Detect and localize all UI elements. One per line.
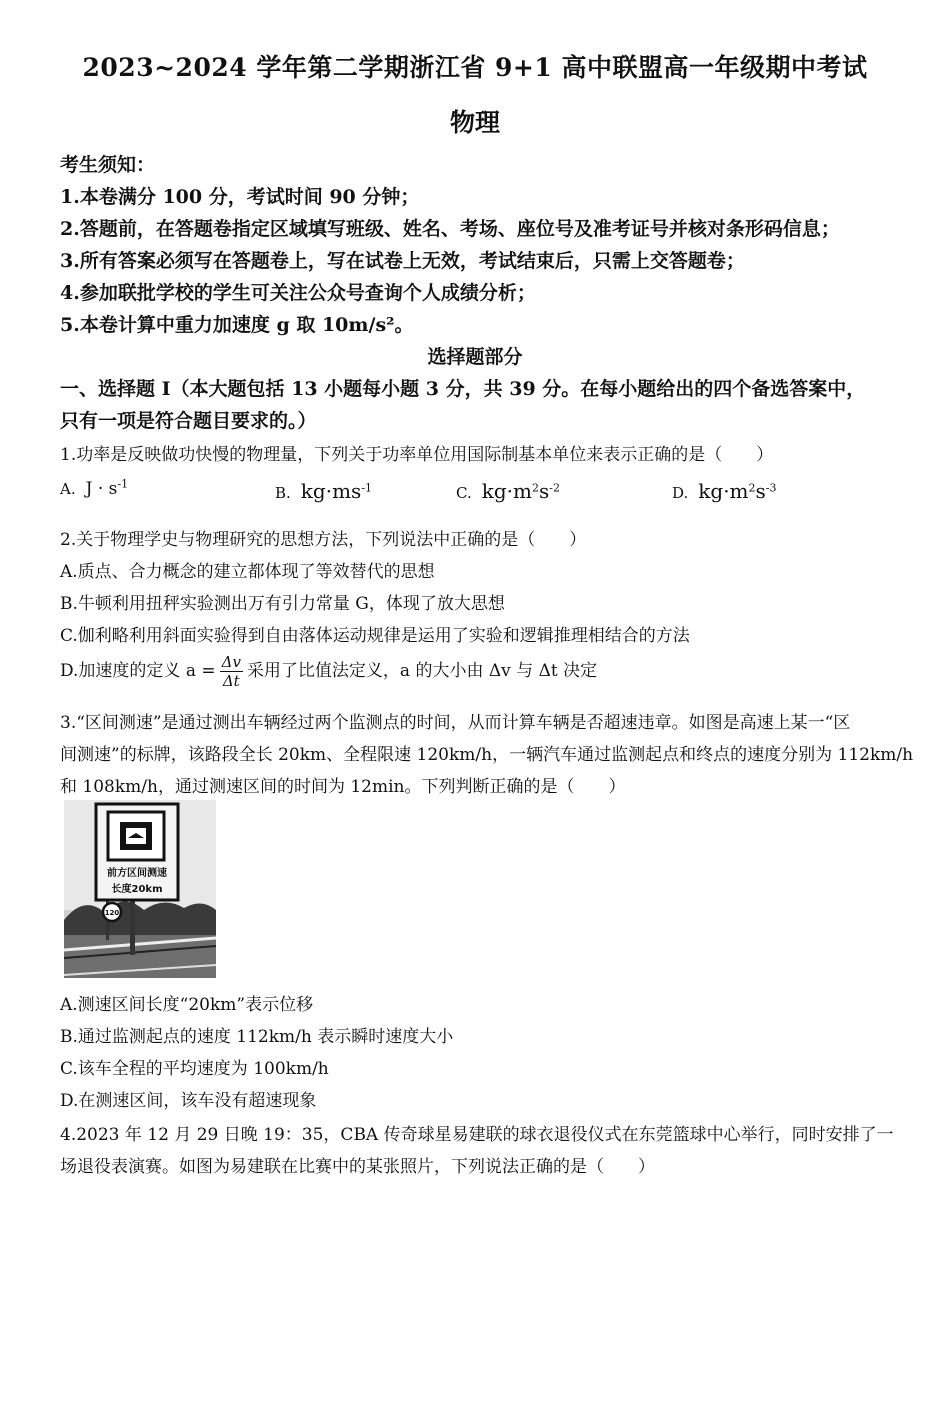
- q2-d-prefix: D.加速度的定义 a =: [60, 661, 216, 681]
- option-exponent: -1: [117, 477, 129, 491]
- q3-option-b: B.通过监测起点的速度 112km/h 表示瞬时速度大小: [60, 1027, 454, 1047]
- sign-text-line1: 前方区间测速: [107, 868, 167, 879]
- q3-option-d: D.在测速区间，该车没有超速现象: [60, 1091, 317, 1111]
- q2-option-c: C.伽利略利用斜面实验得到自由落体运动规律是运用了实验和逻辑推理相结合的方法: [60, 626, 690, 646]
- option-unit: J · s: [85, 479, 118, 499]
- option-label: C.: [456, 484, 472, 502]
- q1-option-a: [60, 479, 128, 499]
- q3-stem-line3: 和 108km/h，通过测速区间的时间为 12min。下列判断正确的是（ ）: [60, 777, 626, 797]
- option-unit: kg·m: [698, 479, 749, 503]
- speed-limit-value: 120: [104, 909, 120, 917]
- q1-option-c: [456, 479, 560, 503]
- speed-zone-sign-photo: [64, 800, 216, 978]
- q2-option-b: B.牛顿利用扭秤实验测出万有引力常量 G，体现了放大思想: [60, 594, 505, 614]
- option-exponent: 2: [748, 481, 756, 495]
- q2-d-suffix: 采用了比值法定义，a 的大小由 Δv 与 Δt 决定: [246, 661, 598, 681]
- q2-stem: 2.关于物理学史与物理研究的思想方法，下列说法中正确的是（ ）: [60, 530, 587, 550]
- option-label: B.: [275, 484, 291, 502]
- option-exponent: -1: [361, 481, 373, 495]
- fraction-numerator: Δv: [221, 653, 241, 671]
- option-exponent: -2: [549, 481, 560, 495]
- q1-option-d: [672, 479, 777, 503]
- q3-option-c: C.该车全程的平均速度为 100km/h: [60, 1059, 329, 1079]
- fraction-denominator: Δt: [222, 672, 240, 690]
- option-exponent: 2: [531, 481, 539, 495]
- acceleration-fraction: [220, 653, 243, 690]
- q4-stem-line2: 场退役表演赛。如图为易建联在比赛中的某张照片，下列说法正确的是（ ）: [60, 1157, 655, 1177]
- sign-text-line2: 长度20km: [111, 884, 163, 895]
- notice-heading: 考生须知：: [60, 154, 156, 176]
- q1-stem: 1.功率是反映做功快慢的物理量，下列关于功率单位用国际制基本单位来表示正确的是（ ）: [60, 445, 774, 465]
- part-instructions-line2: 只有一项是符合题目要求的。）: [60, 410, 317, 432]
- q3-stem-line2: 间测速”的标牌，该路段全长 20km、全程限速 120km/h，一辆汽车通过监测起点和终点的速度分别为 112km/h: [60, 745, 914, 765]
- subject-title: 物理: [449, 108, 500, 137]
- q2-option-a: A.质点、合力概念的建立都体现了等效替代的思想: [60, 562, 435, 582]
- exam-title: 2023~2024 学年第二学期浙江省 9+1 高中联盟高一年级期中考试: [82, 53, 868, 82]
- option-exponent: -3: [765, 481, 777, 495]
- q4-stem-line1: 4.2023 年 12 月 29 日晚 19：35，CBA 传奇球星易建联的球衣退役仪式在东莞篮球中心举行，同时安排了一: [60, 1125, 894, 1145]
- option-label: D.: [672, 484, 689, 502]
- q3-option-a: A.测速区间长度“20km”表示位移: [60, 995, 314, 1015]
- notice-item-1: 1.本卷满分 100 分，考试时间 90 分钟；: [60, 186, 420, 208]
- notice-item-2: 2.答题前，在答题卷指定区域填写班级、姓名、考场、座位号及准考证号并核对条形码信息；: [60, 218, 840, 240]
- notice-item-3: 3.所有答案必须写在答题卷上，写在试卷上无效，考试结束后，只需上交答题卷；: [60, 250, 745, 272]
- section-heading: 选择题部分: [427, 346, 523, 368]
- q2-option-d: [60, 653, 597, 690]
- q1-option-b: [275, 479, 372, 503]
- q3-stem-line1: 3.“区间测速”是通过测出车辆经过两个监测点的时间，从而计算车辆是否超速违章。如图是高速上某一“区: [60, 713, 851, 733]
- notice-item-4: 4.参加联批学校的学生可关注公众号查询个人成绩分析；: [60, 282, 536, 304]
- option-unit: kg·m: [481, 479, 532, 503]
- notice-item-5: 5.本卷计算中重力加速度 g 取 10m/s²。: [60, 314, 414, 336]
- option-unit: kg·ms: [300, 479, 362, 503]
- option-unit: s: [538, 479, 550, 503]
- part-instructions-line1: 一、选择题 I（本大题包括 13 小题每小题 3 分，共 39 分。在每小题给出的四个备选答案中，: [60, 378, 866, 400]
- option-unit: s: [755, 479, 766, 503]
- option-label: A.: [60, 480, 76, 498]
